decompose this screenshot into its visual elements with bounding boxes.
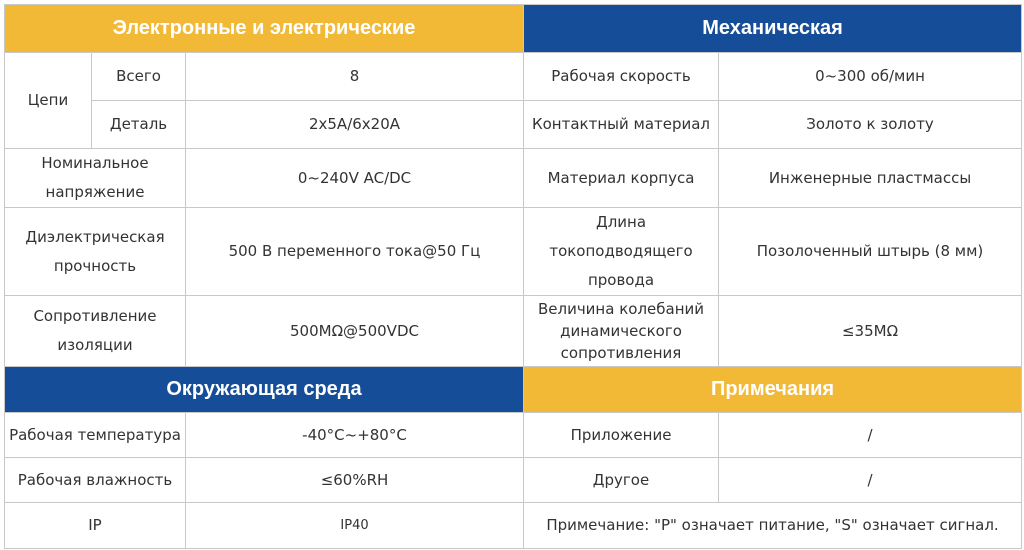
ip-rating-value: IP40 [186, 503, 524, 549]
operating-humidity-label: Рабочая влажность [5, 458, 186, 503]
other-label: Другое [524, 458, 719, 503]
housing-material-label: Материал корпуса [524, 149, 719, 208]
operating-temperature-label: Рабочая температура [5, 413, 186, 458]
circuits-total-value: 8 [186, 53, 524, 101]
resistance-fluctuation-value: ≤35MΩ [719, 296, 1022, 367]
specifications-table [4, 4, 1022, 549]
contact-material-value: Золото к золоту [719, 101, 1022, 149]
housing-material-value: Инженерные пластмассы [719, 149, 1022, 208]
header-notes: Примечания [524, 367, 1022, 413]
rated-voltage-label: Номинальное напряжение [5, 149, 186, 208]
lead-length-value: Позолоченный штырь (8 мм) [719, 208, 1022, 296]
resistance-fluctuation-label: Величина колебаний динамического сопротивления [524, 296, 719, 367]
ip-rating-label: IP [5, 503, 186, 549]
speed-value: 0~300 об/мин [719, 53, 1022, 101]
circuits-detail-value: 2x5A/6x20A [186, 101, 524, 149]
application-label: Приложение [524, 413, 719, 458]
dielectric-strength-value: 500 В переменного тока@50 Гц [186, 208, 524, 296]
contact-material-label: Контактный материал [524, 101, 719, 149]
signal-power-note: Примечание: "P" означает питание, "S" означает сигнал. [524, 503, 1022, 549]
header-mechanical: Механическая [524, 5, 1022, 53]
circuits-total-label: Всего [92, 53, 186, 101]
insulation-resistance-label: Сопротивление изоляции [5, 296, 186, 367]
application-value: / [719, 413, 1022, 458]
other-value: / [719, 458, 1022, 503]
header-electrical: Электронные и электрические [5, 5, 524, 53]
speed-label: Рабочая скорость [524, 53, 719, 101]
circuits-label: Цепи [5, 53, 92, 149]
lead-length-label: Длина токоподводящего провода [524, 208, 719, 296]
rated-voltage-value: 0~240V AC/DC [186, 149, 524, 208]
circuits-detail-label: Деталь [92, 101, 186, 149]
insulation-resistance-value: 500MΩ@500VDC [186, 296, 524, 367]
dielectric-strength-label: Диэлектрическая прочность [5, 208, 186, 296]
operating-humidity-value: ≤60%RH [186, 458, 524, 503]
operating-temperature-value: -40°C~+80°C [186, 413, 524, 458]
header-environment: Окружающая среда [5, 367, 524, 413]
